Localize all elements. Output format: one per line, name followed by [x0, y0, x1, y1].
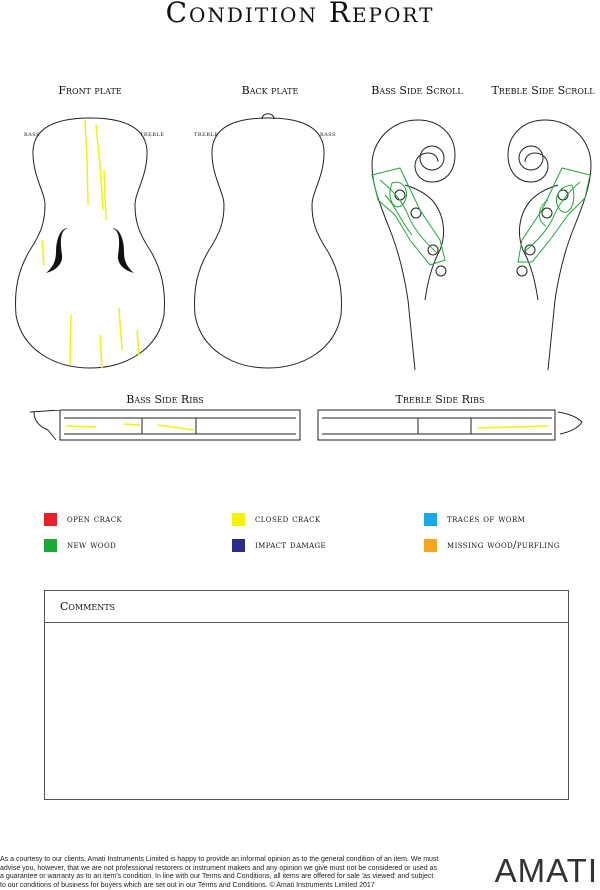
legend-swatch-blue [424, 513, 437, 526]
legend-label: new wood [67, 540, 117, 551]
comments-body[interactable] [45, 623, 568, 793]
front-plate-label: Front plate [58, 84, 122, 97]
front-plate-outline [16, 118, 165, 368]
legend-swatch-orange [424, 539, 437, 552]
disclaimer-text: As a courtesy to our clients, Amati Instruments Limited is happy to provide an informal opinion as to the general condition of an item. We must advise you, however, that we are not professional restorers or instrument makers and any opinion we give must not be considered or used as a guarantee or warranty as to an item's condition. In line with our Terms and Conditions, all items are offered for sale 'as viewed' and subject to our conditions of business for buyers which are set out in our Terms and Conditions. © Amati Instruments Limited 2017 [0, 856, 439, 889]
bass-scroll-label: Bass Side Scroll [371, 84, 463, 97]
front-treble-tag: treble [140, 130, 165, 138]
legend-swatch-red [44, 513, 57, 526]
back-plate-label: Back plate [241, 84, 299, 97]
treble-ribs-label: Treble Side Ribs [395, 393, 485, 406]
legend-label: traces of worm [447, 514, 526, 525]
amati-logo: AMATI [494, 852, 598, 889]
treble-scroll-label: Treble Side Scroll [491, 84, 595, 97]
f-holes [46, 228, 134, 273]
treble-ribs-outline [318, 410, 582, 440]
legend-label: impact damage [255, 540, 327, 551]
legend-item-closed-crack [232, 513, 321, 526]
legend-label: closed crack [255, 514, 321, 525]
page-title: Condition Report [165, 0, 435, 29]
legend-swatch-yellow [232, 513, 245, 526]
legend-item-open-crack [44, 513, 122, 526]
legend-label: missing wood/purfling [447, 540, 560, 551]
back-bass-tag: bass [320, 130, 337, 138]
closed-crack-marks [42, 120, 548, 430]
legend-item-missing-wood [424, 539, 560, 552]
legend-item-traces-of-worm [424, 513, 525, 526]
legend-label: open crack [67, 514, 123, 525]
back-treble-tag: treble [194, 130, 219, 138]
legend-swatch-navy [232, 539, 245, 552]
bass-ribs-label: Bass Side Ribs [126, 393, 204, 406]
back-plate-outline [195, 118, 342, 368]
treble-scroll-outline [508, 120, 591, 370]
comments-box [44, 590, 569, 800]
comments-heading: Comments [45, 591, 568, 623]
legend-item-new-wood [44, 539, 116, 552]
legend-item-impact-damage [232, 539, 326, 552]
legend-swatch-green [44, 539, 57, 552]
bass-ribs-outline [30, 410, 300, 440]
front-bass-tag: bass [24, 130, 41, 138]
new-wood-marks [372, 168, 590, 265]
